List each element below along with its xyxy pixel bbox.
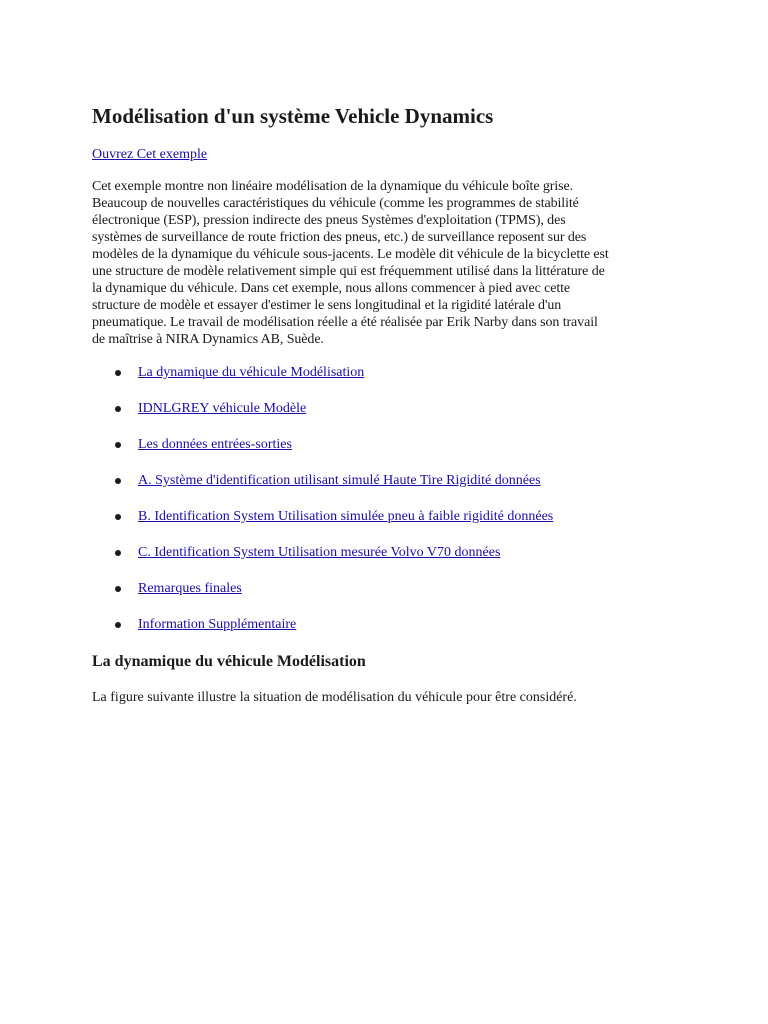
- table-of-contents: [92, 364, 553, 652]
- toc-link-vehicle-dynamics[interactable]: La dynamique du véhicule Modélisation: [138, 365, 365, 380]
- toc-item: [92, 436, 553, 472]
- bullet-icon: [115, 586, 121, 592]
- toc-item: [92, 544, 553, 580]
- toc-item: [92, 580, 553, 616]
- intro-line: Beaucoup de nouvelles caractéristiques du véhicule (comme les programmes de stabilité: [92, 196, 579, 211]
- bullet-icon: [115, 370, 121, 376]
- intro-line: une structure de modèle relativement simple qui est fréquemment utilisé dans la littérature de: [92, 264, 605, 279]
- toc-item: [92, 400, 553, 436]
- toc-link-system-b[interactable]: B. Identification System Utilisation simulée pneu à faible rigidité données: [138, 509, 554, 524]
- intro-line: de maîtrise à NIRA Dynamics AB, Suède.: [92, 332, 324, 347]
- toc-link-additional-info[interactable]: Information Supplémentaire: [138, 617, 297, 632]
- bullet-icon: [115, 622, 121, 628]
- bullet-icon: [115, 550, 121, 556]
- open-example-link[interactable]: Ouvrez Cet exemple: [92, 147, 208, 162]
- intro-line: électronique (ESP), pression indirecte des pneus Systèmes d'exploitation (TPMS), des: [92, 213, 566, 228]
- section-paragraph: La figure suivante illustre la situation de modélisation du véhicule pour être considéré.: [92, 690, 577, 705]
- toc-link-idnlgrey-model[interactable]: IDNLGREY véhicule Modèle: [138, 401, 307, 416]
- intro-line: structure de modèle et essayer d'estimer le sens longitudinal et la rigidité latérale d'un: [92, 298, 562, 313]
- bullet-icon: [115, 442, 121, 448]
- toc-item: [92, 508, 553, 544]
- page-title: Modélisation d'un système Vehicle Dynamics: [92, 104, 494, 128]
- intro-line: la dynamique du véhicule. Dans cet exemple, nous allons commencer à pied avec cette: [92, 281, 571, 296]
- intro-line: modèles de la dynamique du véhicule sous-jacents. Le modèle dit véhicule de la bicyclette est: [92, 247, 609, 262]
- toc-item: [92, 472, 553, 508]
- bullet-icon: [115, 406, 121, 412]
- toc-link-input-output-data[interactable]: Les données entrées-sorties: [138, 437, 292, 452]
- toc-link-system-a[interactable]: A. Système d'identification utilisant simulé Haute Tire Rigidité données: [138, 473, 541, 488]
- toc-item: [92, 616, 553, 652]
- toc-item: [92, 364, 553, 400]
- bullet-icon: [115, 514, 121, 520]
- intro-line: systèmes de surveillance de route friction des pneus, etc.) de surveillance reposent sur des: [92, 230, 587, 245]
- intro-paragraph: [92, 178, 682, 348]
- intro-line: Cet exemple montre non linéaire modélisation de la dynamique du véhicule boîte grise.: [92, 179, 573, 194]
- section-heading: La dynamique du véhicule Modélisation: [92, 653, 366, 670]
- intro-line: pneumatique. Le travail de modélisation réelle a été réalisée par Erik Narby dans son travail: [92, 315, 598, 330]
- toc-link-final-remarks[interactable]: Remarques finales: [138, 581, 242, 596]
- bullet-icon: [115, 478, 121, 484]
- toc-link-system-c[interactable]: C. Identification System Utilisation mesurée Volvo V70 données: [138, 545, 501, 560]
